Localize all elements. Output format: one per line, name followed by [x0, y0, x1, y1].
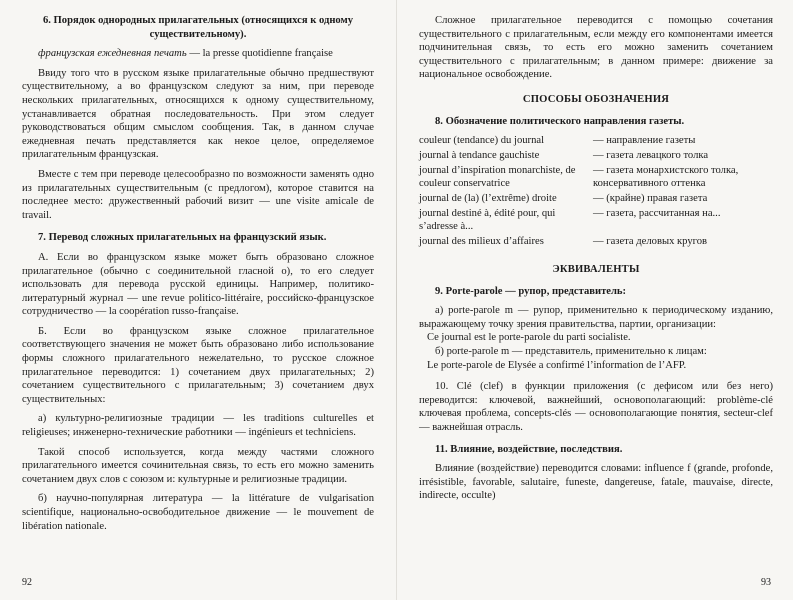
page-number-right: 93 [761, 577, 771, 588]
phrase-fr: journal des milieux d’affaires [419, 235, 544, 247]
phrase-ru: — газета левацкого толка [593, 149, 709, 161]
paragraph-11: Влияние (воздействие) переводится словами: influence f (grande, profonde, irrésistible, favorable, salutaire, funeste, dangereuse, fatale, mauvaise, directe, indirecte, occulte) [419, 463, 773, 502]
phrase-row [419, 134, 773, 149]
phrase-fr: journal d’inspiration monarchiste, de couleur conservatrice [419, 164, 576, 189]
section-title-equivalents: ЭКВИВАЛЕНТЫ [552, 263, 640, 275]
section-title-designation: СПОСОБЫ ОБОЗНАЧЕНИЯ [522, 93, 670, 105]
paragraph-a-cap: А. Если во французском языке может быть образовано сложное прилагательное (обычно с соединительной гласной о), то его следует использовать для перевода русской единицы. Например, политико-литературный журнал — une revue politico-littéraire, российско-французское сотрудничество — la coopération russo-française. [22, 251, 374, 318]
phrase-row [419, 192, 773, 207]
paragraph-b-cap: Б. Если во французском языке сложное прилагательное соответствующего значения не может быть образовано либо использование формы сложного прилагательного нежелательно, то русское сложное прилагательное переводится: 1) сочетанием двух прилагательных; 2) сочетанием существительного с прилагательным; 3) сочетанием двух существительных: [22, 325, 374, 405]
paragraph-1: Ввиду того что в русском языке прилагательные обычно предшествуют существительному, а во французском следуют за ним, при переводе нескольких прилагательных, относящихся к одному существительному, устанавливается обратная последовательность. При этом следует руководствоваться общим смыслом сообщения. Так, в данном случае ежедневная печать представляется как некое целое, определяемое прилагательным французская. [22, 67, 374, 161]
paragraph-2: Вместе с тем при переводе целесообразно по возможности заменять одно из прилагательных существительным (с предлогом), которое ставится на последнее место: дружественный рабочий визит — une visite amicale de travail. [22, 168, 374, 221]
phrase-row [419, 207, 773, 235]
heading-6: 6. Порядок однородных прилагательных (относящихся к одному существительному). [42, 15, 354, 40]
example-6-fr: — la presse quotidienne française [189, 48, 333, 60]
phrase-row [419, 235, 773, 250]
example-9b: Le porte-parole de Elysée a confirmé l’information de l’AFP. [427, 359, 687, 371]
phrase-ru: — направление газеты [593, 134, 696, 146]
paragraph-method: Такой способ используется, когда между частями сложного прилагательного имеется сочинительная связь, то есть его можно заменить сочетанием двух слов с союзом и: культурные и религиозные традиции. [22, 446, 374, 485]
page-number-left: 92 [22, 577, 32, 588]
phrase-table [419, 134, 773, 250]
heading-9: 9. Porte-parole — рупор, представитель: [435, 285, 627, 297]
right-page [397, 0, 793, 600]
paragraph-10: 10. Clé (clef) в функции приложения (с дефисом или без него) переводится: ключевой, важнейший, основополагающий: problème-clé ключевая проблема, concepts-clés — основополагающие понятия, secteur-clef — важнейшая отрасль. [419, 381, 773, 433]
paragraph-9a: а) porte-parole m — рупор, применительно к периодическому изданию, выражающему точку зрения правительства, партии, организации: [419, 305, 773, 330]
phrase-fr: journal destiné à, édité pour, qui s’adresse à... [419, 207, 556, 232]
heading-7: 7. Перевод сложных прилагательных на французский язык. [38, 232, 327, 244]
phrase-fr: journal de (la) (l’extrême) droite [419, 192, 557, 204]
phrase-ru: — газета деловых кругов [593, 235, 708, 247]
phrase-ru: — газета, рассчитанная на... [593, 207, 721, 219]
phrase-ru: — газета монархистского толка, консервативного оттенка [593, 164, 739, 189]
phrase-ru: — (крайне) правая газета [593, 192, 708, 204]
paragraph-a: а) культурно-религиозные традиции — les traditions culturelles et religieuses; инженерно-технические работники — ingénieurs et techniciens. [22, 413, 374, 439]
example-9a: Ce journal est le porte-parole du parti socialiste. [427, 332, 631, 344]
heading-8: 8. Обозначение политического направления газеты. [435, 115, 685, 127]
paragraph-9b: б) porte-parole m — представитель, применительно к лицам: [435, 345, 707, 357]
phrase-fr: couleur (tendance) du journal [419, 134, 545, 146]
left-page [0, 0, 396, 600]
example-6 [22, 47, 374, 61]
phrase-fr: journal à tendance gauchiste [419, 149, 540, 161]
example-6-ru: французская ежедневная печать [38, 48, 187, 60]
paragraph-b: б) научно-популярная литература — la littérature de vulgarisation scientifique, национально-освободительное движение — le mouvement de libération nationale. [22, 493, 374, 532]
paragraph-intro: Сложное прилагательное переводится с помощью сочетания существительного с прилагательным, если между его компонентами имеется подчинительная связь, то есть его можно заменить сочетанием существительного с прилагательным; в данном примере: движение за национальное освобождение. [419, 15, 773, 81]
phrase-row [419, 149, 773, 164]
heading-11: 11. Влияние, воздействие, последствия. [435, 443, 623, 455]
phrase-row [419, 164, 773, 192]
